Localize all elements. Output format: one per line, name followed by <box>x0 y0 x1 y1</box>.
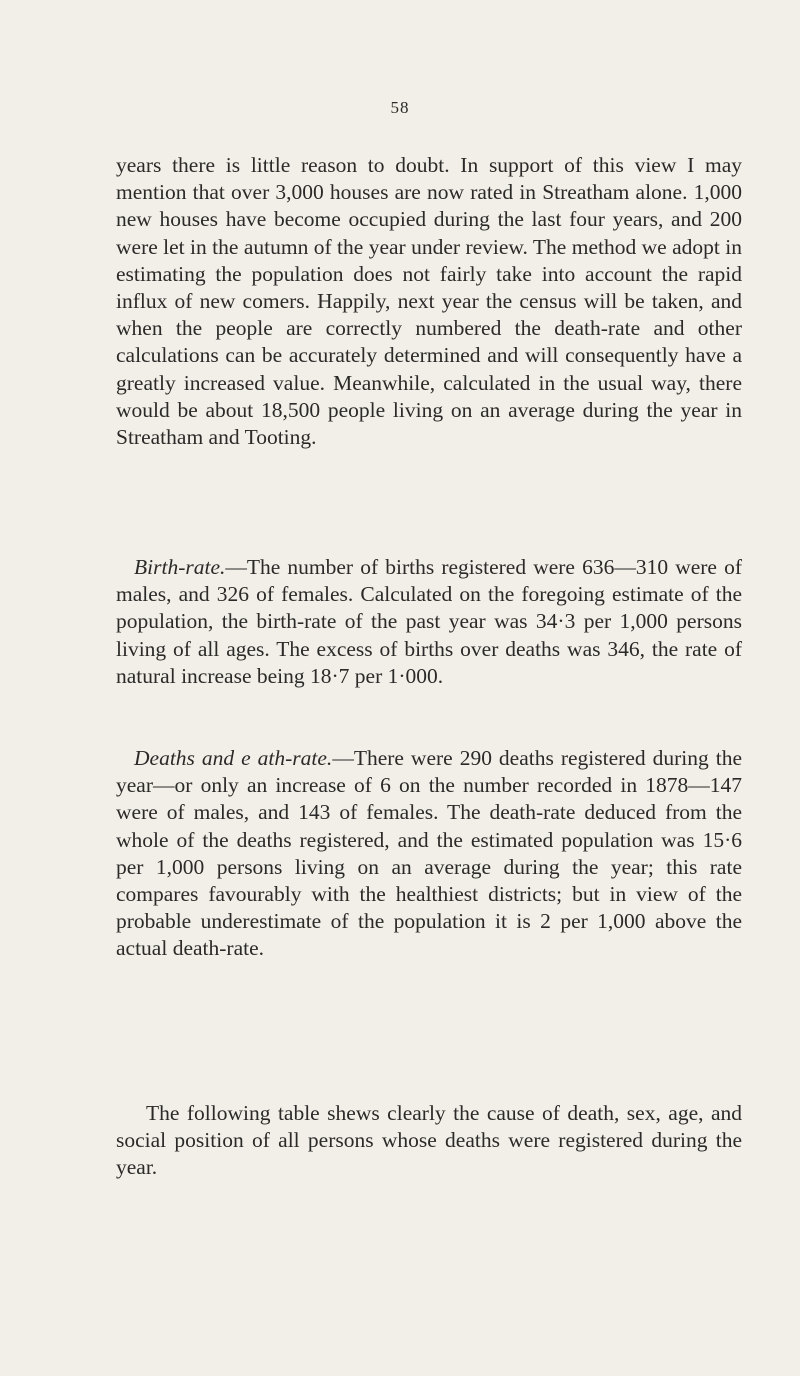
paragraph-population: years there is little reason to doubt. In support of this view I may mention that over 3,000 houses are now rated in Streatham alone. 1,000 new houses have become occupied during the last four years, and 200 were let in the autumn of the year under review. The method we adopt in estimating the population does not fairly take into account the rapid influx of new comers. Happily, next year the census will be taken, and when the people are correctly numbered the death-rate and other calculations can be accurately determined and will consequently have a greatly increased value. Meanwhile, calculated in the usual way, there would be about 18,500 people living on an average during the year in Streatham and Tooting. <box>116 153 742 450</box>
birth-rate-heading: Birth-rate. <box>134 555 226 579</box>
paragraph-death-rate <box>116 745 742 963</box>
paragraph-table-intro: The following table shews clearly the cause of death, sex, age, and social position of all persons whose deaths were registered during the year. <box>116 1101 742 1180</box>
paragraph-birth-rate <box>116 554 742 690</box>
death-rate-body: —There were 290 deaths registered during the year—or only an increase of 6 on the number recorded in 1878—147 were of males, and 143 of females. The death-rate deduced from the whole of the deaths registered, and the estimated population was 15·6 per 1,000 persons living on an average during the year; this rate compares favourably with the healthiest districts; but in view of the probable underestimate of the population it is 2 per 1,000 above the actual death-rate. <box>116 746 742 961</box>
death-rate-heading: Deaths and e ath-rate. <box>134 746 333 770</box>
birth-rate-body: —The number of births registered were 636—310 were of males, and 326 of females. Calculated on the foregoing estimate of the population, the birth-rate of the past year was 34·3 per 1,000 persons living of all ages. The excess of births over deaths was 346, the rate of natural increase being 18·7 per 1·000. <box>116 555 742 688</box>
page-number: 58 <box>390 98 410 117</box>
